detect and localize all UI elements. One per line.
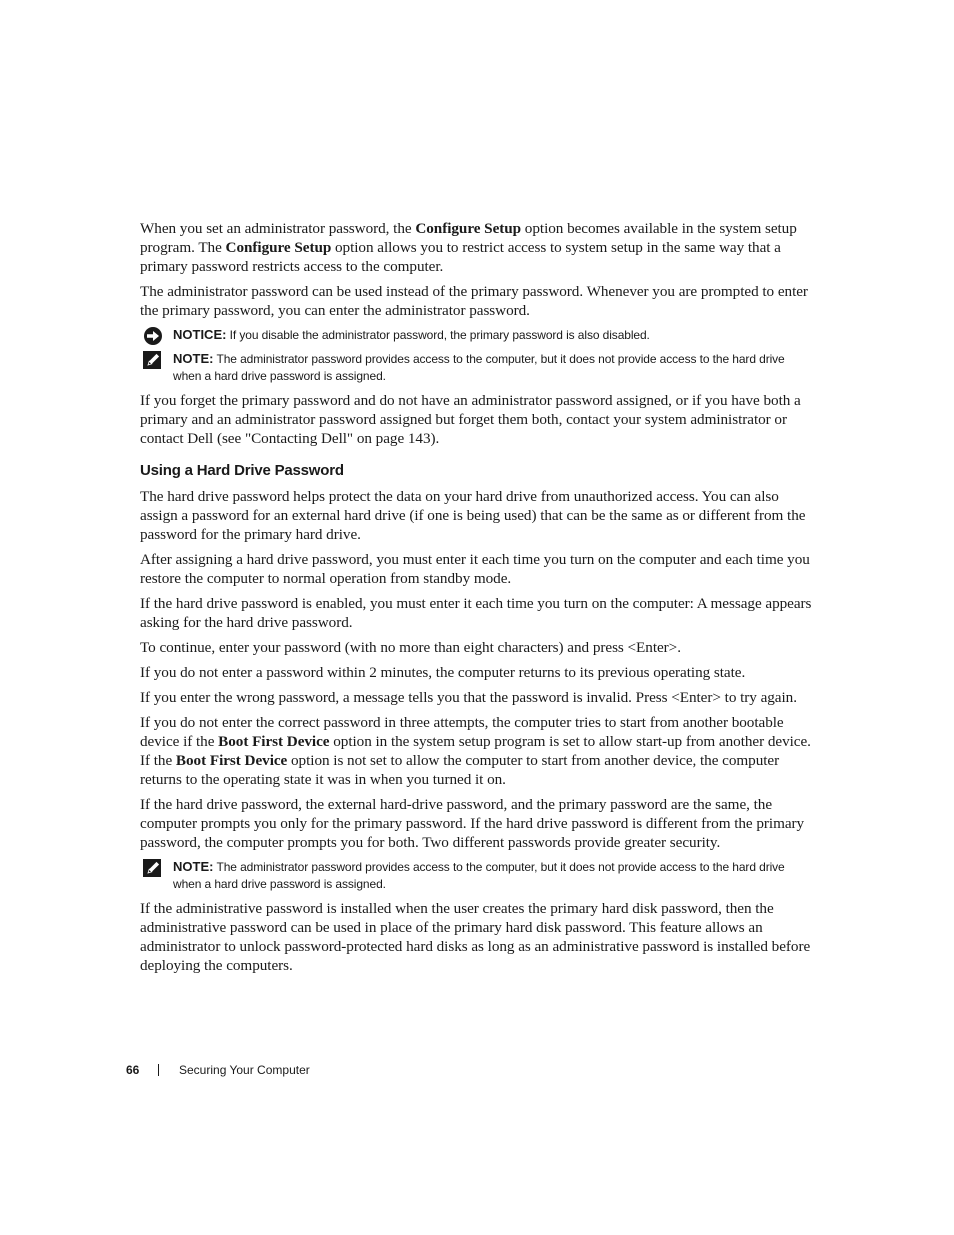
- boot-first-device-term: Boot First Device: [218, 733, 330, 750]
- footer-divider: [158, 1064, 159, 1076]
- paragraph-admin-password: [140, 219, 814, 276]
- note-label: NOTE:: [173, 351, 214, 366]
- paragraph-continue: To continue, enter your password (with no more than eight characters) and press <Enter>.: [140, 639, 681, 656]
- configure-setup-term: Configure Setup: [225, 239, 332, 256]
- paragraph-forgot-password: If you forget the primary password and do not have an administrator password assigned, or if you have both a primary and an administrator password assigned but forget them both, contact your system administrator or contact Dell (see "Contacting Dell" on page 143).: [140, 392, 801, 447]
- note-text: The administrator password provides access to the computer, but it does not provide access to the hard drive when a hard drive password is assigned.: [173, 352, 785, 383]
- section-heading: Using a Hard Drive Password: [140, 462, 344, 479]
- text-span: option in the system setup program is set to allow start-up from another device. If the: [140, 733, 811, 769]
- paragraph-hdd-protect: The hard drive password helps protect the data on your hard drive from unauthorized access. You can also assign a password for an external hard drive (if one is being used) that can be the same as or different from the password for the primary hard drive.: [140, 488, 806, 543]
- paragraph-enabled: If the hard drive password is enabled, you must enter it each time you turn on the computer: A message appears asking for the hard drive password.: [140, 595, 812, 631]
- text-span: option becomes available in the system setup program. The: [140, 220, 797, 256]
- notice-label: NOTICE:: [173, 327, 227, 342]
- page-content: [140, 219, 814, 981]
- paragraph-boot-first-device: [140, 713, 814, 789]
- footer-section-title: Securing Your Computer: [179, 1063, 310, 1077]
- note-block: [140, 350, 814, 385]
- paragraph-wrong-password: If you enter the wrong password, a message tells you that the password is invalid. Press <Enter> to try again.: [140, 689, 797, 706]
- text-span: option allows you to restrict access to system setup in the same way that a primary password restricts access to the computer.: [140, 239, 781, 275]
- text-span: option is not set to allow the computer to start from another device, the computer returns to the operating state it was in when you turned it on.: [140, 752, 780, 788]
- page-number: 66: [126, 1063, 140, 1077]
- note-text: The administrator password provides access to the computer, but it does not provide access to the hard drive when a hard drive password is assigned.: [173, 860, 785, 891]
- paragraph-after-assigning: After assigning a hard drive password, you must enter it each time you turn on the computer and each time you restore the computer to normal operation from standby mode.: [140, 551, 810, 587]
- page-footer: [126, 1062, 310, 1078]
- configure-setup-term: Configure Setup: [415, 220, 522, 237]
- text-span: If you do not enter the correct password in three attempts, the computer tries to start from another bootable device if the: [140, 714, 784, 750]
- text-span: When you set an administrator password, the: [140, 220, 416, 237]
- note-block: [140, 858, 814, 893]
- boot-first-device-term: Boot First Device: [175, 752, 288, 769]
- paragraph-admin-instead-primary: The administrator password can be used instead of the primary password. Whenever you are prompted to enter the primary password, you can enter the administrator password.: [140, 283, 808, 319]
- paragraph-administrative-installed: If the administrative password is installed when the user creates the primary hard disk password, then the administrative password can be used in place of the primary hard disk password. This feature allows an administrator to unlock password-protected hard disks as long as an administrative password is installed before deploying the computers.: [140, 900, 811, 974]
- note-label: NOTE:: [173, 859, 214, 874]
- notice-text: If you disable the administrator password, the primary password is also disabled.: [226, 328, 650, 342]
- paragraph-timeout: If you do not enter a password within 2 minutes, the computer returns to its previous operating state.: [140, 664, 746, 681]
- note-pencil-icon: [142, 858, 164, 878]
- notice-block: [140, 326, 814, 344]
- notice-arrow-icon: [142, 326, 164, 346]
- paragraph-same-passwords: If the hard drive password, the external hard-drive password, and the primary password are the same, the computer prompts you only for the primary password. If the hard drive password is different from the primary password, the computer prompts you for both. Two different passwords provide greater security.: [140, 796, 805, 851]
- note-pencil-icon: [142, 350, 164, 370]
